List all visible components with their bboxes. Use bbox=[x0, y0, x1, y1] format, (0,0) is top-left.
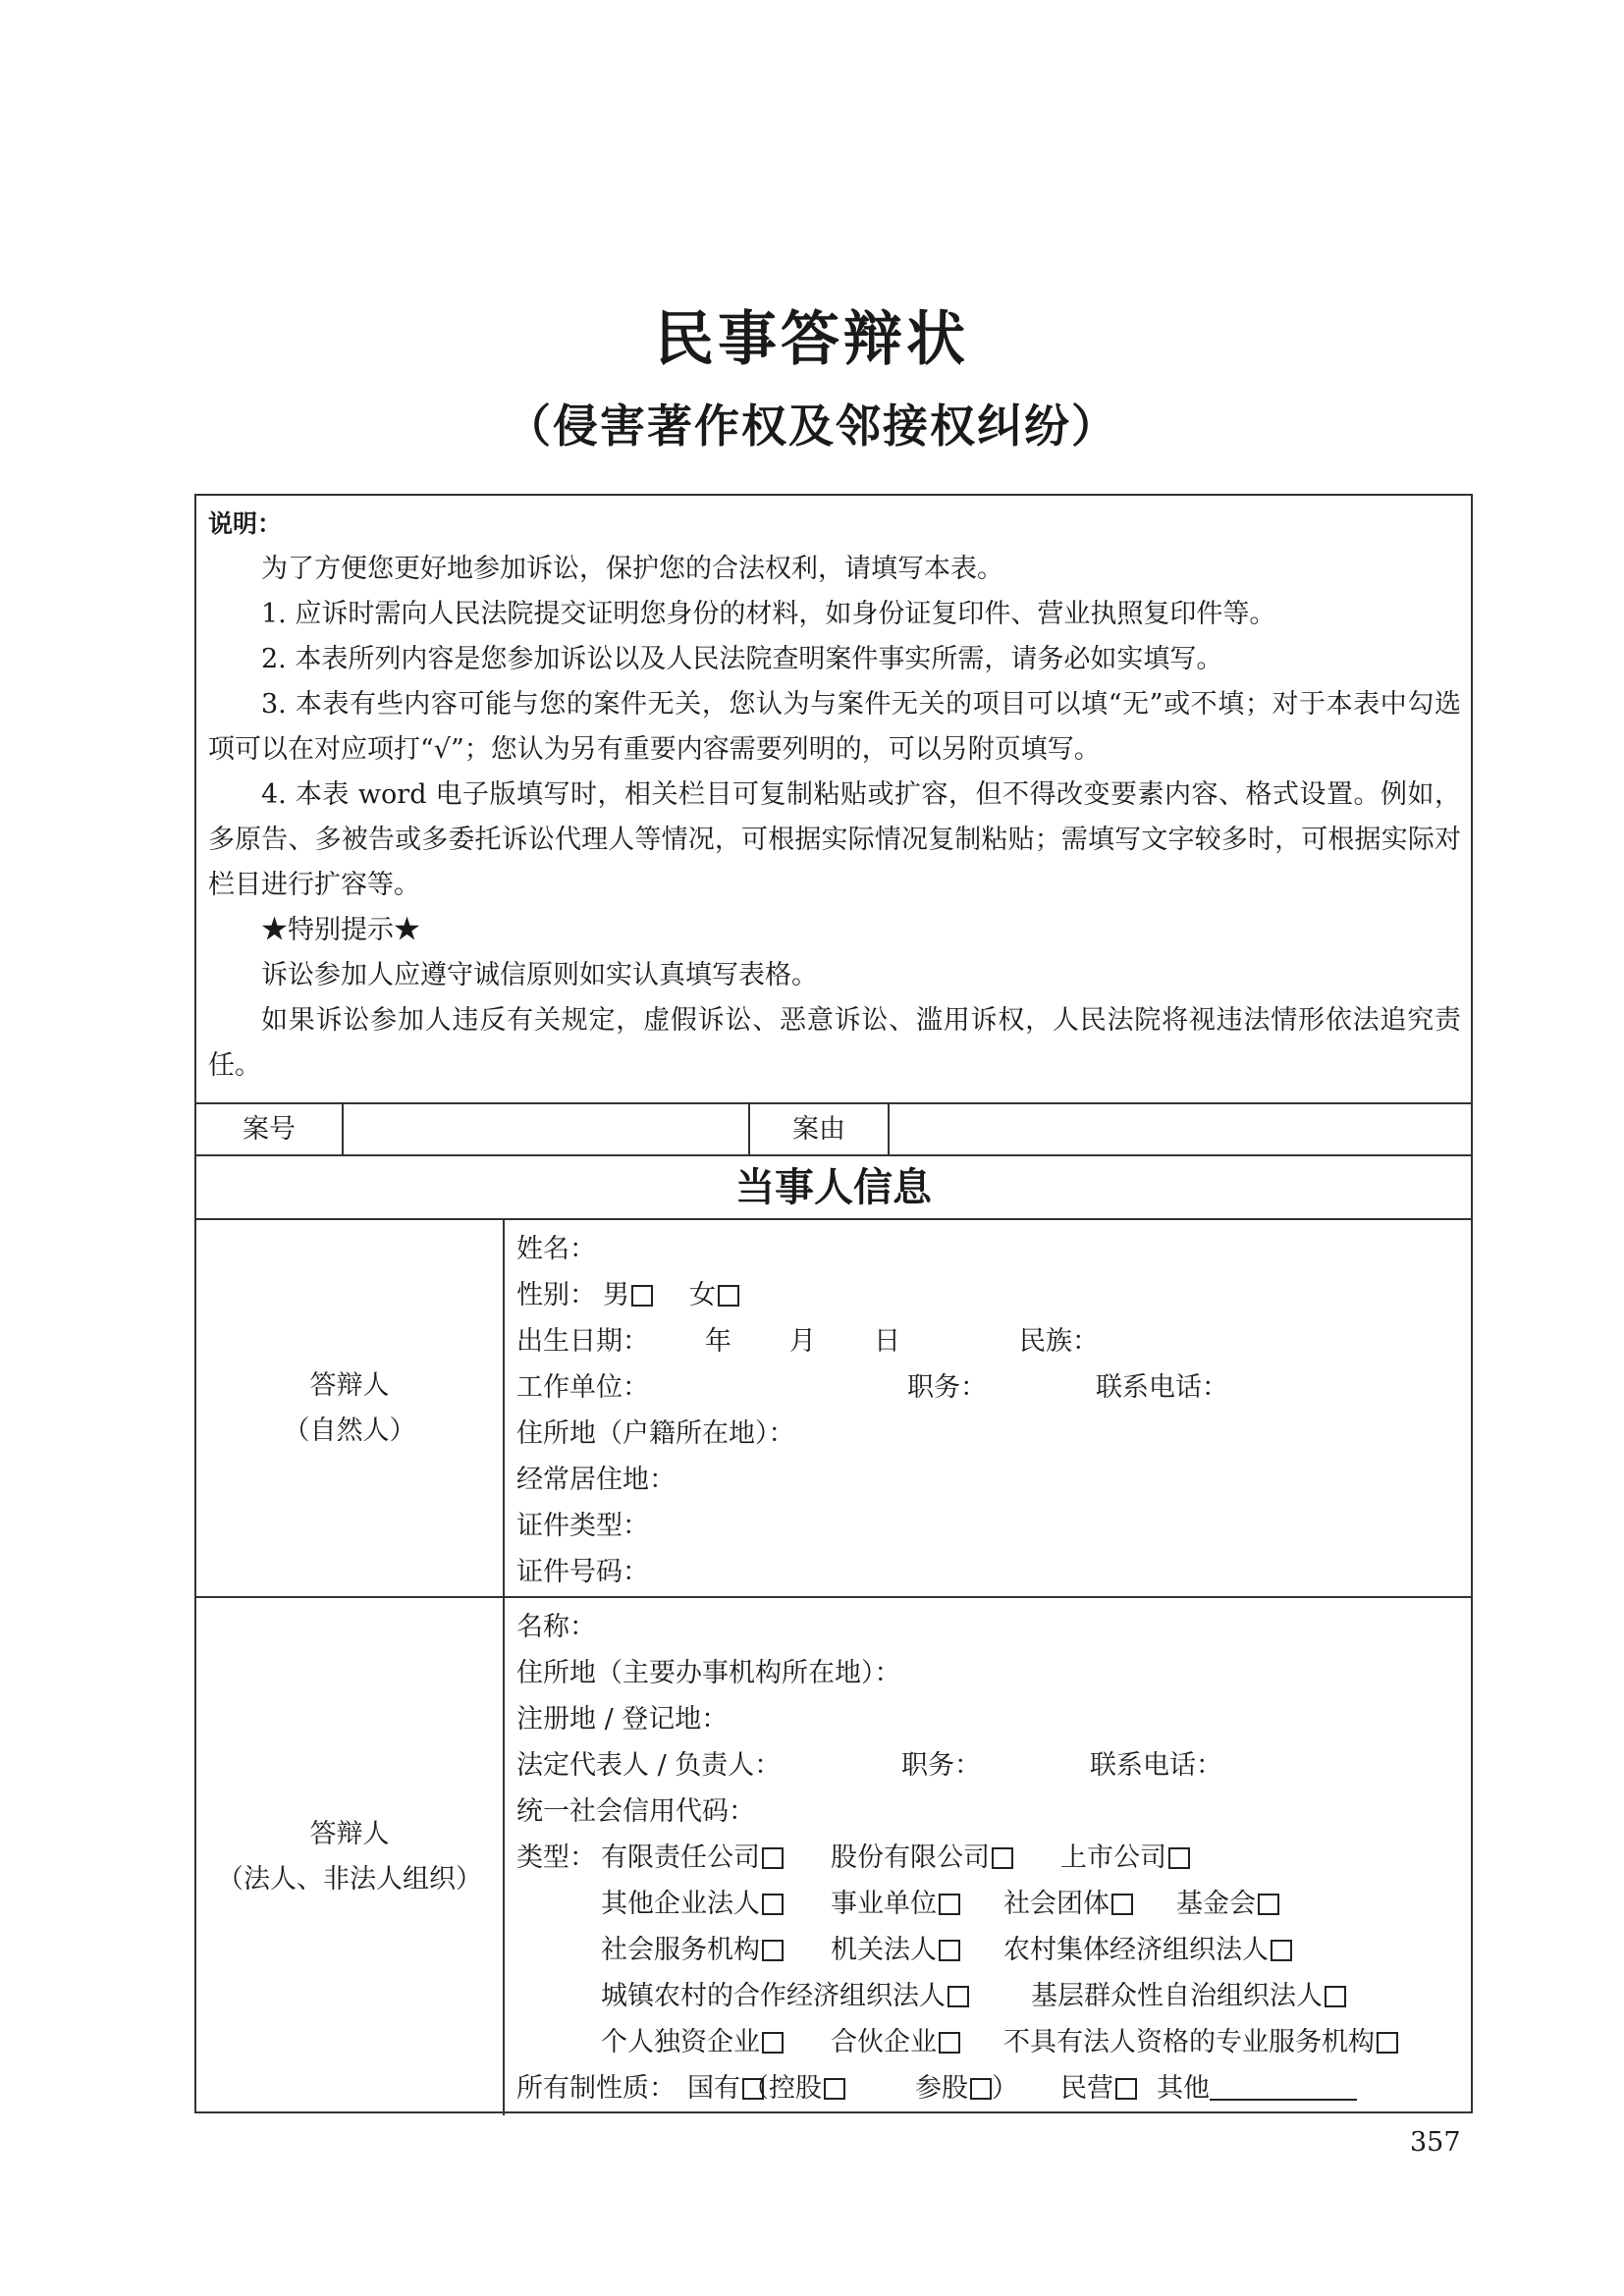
document-subtitle: （侵害著作权及邻接权纠纷） bbox=[506, 400, 1118, 453]
gender-field: 性别： 男 女 bbox=[516, 1272, 1471, 1318]
id-type-field[interactable]: 证件类型： bbox=[516, 1511, 649, 1541]
male-checkbox[interactable] bbox=[631, 1285, 653, 1307]
special-notice-1: 诉讼参加人应遵守诚信原则如实认真填写表格。 bbox=[261, 960, 818, 990]
instructions-section bbox=[196, 496, 1471, 1104]
instruction-item-1: 1. 应诉时需向人民法院提交证明您身份的材料，如身份证复印件、营业执照复印件等。 bbox=[261, 599, 1276, 629]
female-checkbox[interactable] bbox=[718, 1285, 739, 1307]
private-checkbox[interactable] bbox=[1115, 2078, 1137, 2100]
participating-checkbox[interactable] bbox=[970, 2078, 992, 2100]
special-notice-2: 如果诉讼参加人违反有关规定，虚假诉讼、恶意诉讼、滥用诉权，人民法院将视违法情形依法追究责任。 bbox=[208, 1005, 1461, 1081]
type-checkbox[interactable] bbox=[1111, 1894, 1133, 1915]
legal-entity-label: 答辩人 （法人、非法人组织） bbox=[196, 1598, 505, 2115]
credit-code-field[interactable]: 统一社会信用代码： bbox=[516, 1796, 755, 1827]
instruction-item-2: 2. 本表所列内容是您参加诉讼以及人民法院查明案件事实所需，请务必如实填写。 bbox=[261, 644, 1223, 674]
page-number: 357 bbox=[1410, 2127, 1461, 2158]
instruction-item-4: 4. 本表 word 电子版填写时，相关栏目可复制粘贴或扩容，但不得改变要素内容、格式设置。例如，多原告、多被告或多委托诉讼代理人等情况，可根据实际情况复制粘贴；需填写文字较多时，可根据实际对栏目进行扩容等。 bbox=[208, 779, 1461, 900]
type-checkbox[interactable] bbox=[939, 1894, 960, 1915]
name-field[interactable]: 姓名： bbox=[516, 1234, 596, 1264]
type-checkbox[interactable] bbox=[1377, 2032, 1398, 2054]
type-checkbox[interactable] bbox=[762, 1940, 784, 1961]
type-checkbox[interactable] bbox=[1258, 1894, 1279, 1915]
case-cause-label: 案由 bbox=[792, 1114, 845, 1145]
entity-type-row-1: 类型： 有限责任公司 股份有限公司 上市公司 bbox=[516, 1835, 1471, 1881]
type-checkbox[interactable] bbox=[992, 1847, 1013, 1869]
ownership-row: 所有制性质： 国有 （控股 参股 ） 民营 其他 bbox=[516, 2065, 1471, 2111]
entity-address-field[interactable]: 住所地（主要办事机构所在地）： bbox=[516, 1658, 901, 1688]
respondent-natural-person bbox=[196, 1220, 1471, 1598]
case-cause-field[interactable] bbox=[890, 1104, 1471, 1154]
type-checkbox[interactable] bbox=[939, 1940, 960, 1961]
phone-field: 联系电话： bbox=[1096, 1372, 1228, 1403]
case-number-field[interactable] bbox=[344, 1104, 748, 1154]
instructions-intro: 为了方便您更好地参加诉讼，保护您的合法权利，请填写本表。 bbox=[261, 554, 1003, 584]
entity-type-row-3: 社会服务机构 机关法人 农村集体经济组织法人 bbox=[516, 1927, 1471, 1973]
type-checkbox[interactable] bbox=[1168, 1847, 1190, 1869]
type-checkbox[interactable] bbox=[939, 2032, 960, 2054]
habitual-residence-field[interactable]: 经常居住地： bbox=[516, 1465, 676, 1495]
residence-field[interactable]: 住所地（户籍所在地）： bbox=[516, 1418, 795, 1449]
type-checkbox[interactable] bbox=[947, 1986, 969, 2007]
ethnicity-field: 民族： bbox=[1019, 1326, 1099, 1357]
registered-place-field[interactable]: 注册地 / 登记地： bbox=[516, 1704, 729, 1735]
id-number-field[interactable]: 证件号码： bbox=[516, 1557, 649, 1587]
employer-field[interactable]: 工作单位： 职务： 联系电话： bbox=[516, 1364, 1471, 1411]
controlling-checkbox[interactable] bbox=[824, 2078, 845, 2100]
instructions-heading: 说明： bbox=[208, 509, 283, 538]
entity-position-field: 职务： bbox=[901, 1750, 981, 1781]
entity-phone-field: 联系电话： bbox=[1090, 1750, 1222, 1781]
entity-type-row-2: 其他企业法人 事业单位 社会团体 基金会 bbox=[516, 1881, 1471, 1927]
entity-name-field[interactable]: 名称： bbox=[516, 1612, 596, 1642]
type-checkbox[interactable] bbox=[1325, 1986, 1346, 2007]
document-title: 民事答辩状 bbox=[655, 305, 969, 374]
other-ownership-input[interactable] bbox=[1210, 2071, 1357, 2101]
party-info-heading: 当事人信息 bbox=[196, 1156, 1471, 1220]
respondent-legal-entity bbox=[196, 1598, 1471, 2115]
entity-type-row-5: 个人独资企业 合伙企业 不具有法人资格的专业服务机构 bbox=[516, 2019, 1471, 2065]
birth-date-field[interactable]: 出生日期： 年 月 日 民族： bbox=[516, 1318, 1471, 1364]
case-info-row bbox=[196, 1104, 1471, 1156]
instruction-item-3: 3. 本表有些内容可能与您的案件无关，您认为与案件无关的项目可以填“无”或不填；对于本表中勾选项可以在对应项打“√”；您认为另有重要内容需要列明的，可以另附页填写。 bbox=[208, 689, 1461, 765]
entity-type-row-4: 城镇农村的合作经济组织法人 基层群众性自治组织法人 bbox=[516, 1973, 1471, 2019]
case-number-label: 案号 bbox=[243, 1114, 296, 1145]
type-checkbox[interactable] bbox=[762, 1847, 784, 1869]
natural-person-label: 答辩人 （自然人） bbox=[196, 1220, 505, 1596]
special-notice-heading: ★特别提示★ bbox=[261, 915, 420, 945]
position-field: 职务： bbox=[907, 1372, 987, 1403]
representative-field[interactable]: 法定代表人 / 负责人： 职务： 联系电话： bbox=[516, 1742, 1471, 1789]
type-checkbox[interactable] bbox=[1271, 1940, 1292, 1961]
defense-form bbox=[194, 494, 1473, 2113]
type-checkbox[interactable] bbox=[762, 1894, 784, 1915]
type-checkbox[interactable] bbox=[762, 2032, 784, 2054]
